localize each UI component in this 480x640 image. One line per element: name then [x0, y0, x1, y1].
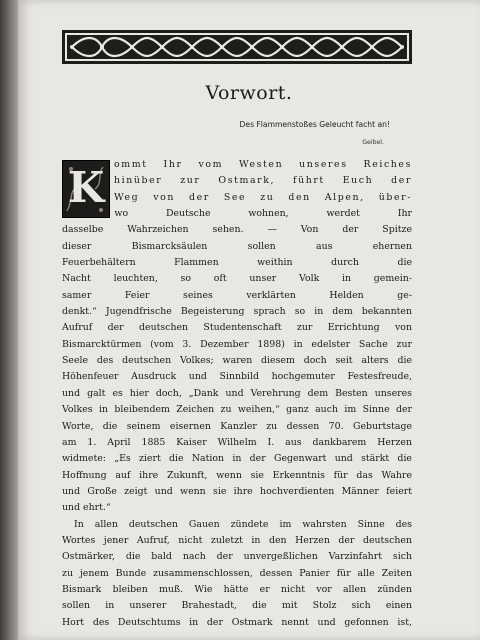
text-line: dasselbe Wahrzeichen sehen. — Von der Spitze: [62, 224, 412, 236]
text-line: Aufruf der deutschen Studentenschaft zur Errichtung von: [62, 322, 412, 334]
text-line: all, wo Deutsche wohnen, werdet Ihr: [62, 208, 412, 220]
text-line: sollen in unserer Brahestadt, die mit Stolz sich einen: [62, 600, 412, 612]
ornamental-header-border: [62, 30, 412, 64]
text-line: ommt Ihr vom Westen unseres Reiches: [114, 159, 412, 170]
text-line: Feuerbehältern Flammen weithin durch die: [62, 257, 412, 269]
text-line: Bismark bleiben muß. Wie hätte er nicht vor allen zünden: [62, 583, 412, 595]
text-line: am 1. April 1885 Kaiser Wilhelm I. aus dankbarem Herzen: [62, 436, 412, 448]
text-line: und ehrt.“: [62, 502, 111, 514]
text-line: Hoffnung auf ihre Zukunft, wenn sie Erkenntnis für das Wahre: [62, 469, 412, 481]
initial-letter: K: [67, 163, 105, 212]
book-page: [18, 0, 480, 640]
text-line: samer Feier seines verklärten Helden ge-: [62, 289, 412, 301]
text-line: Nacht leuchten, so oft unser Volk in gemein-: [62, 273, 412, 285]
text-line: Worte, die seinem eisernen Kanzler zu dessen 70. Geburtstage: [62, 420, 412, 432]
text-line: und Große zeigt und wenn sie ihre hochverdienten Männer feiert: [62, 485, 412, 497]
page-title: Vorwort.: [205, 82, 293, 104]
text-line: hinüber zur Ostmark, führt Euch der: [114, 175, 412, 187]
text-line: zu jenem Bunde zusammenschlossen, dessen Panier für alle Zeiten: [62, 567, 412, 579]
text-line: widmete: „Es ziert die Nation in der Gegenwart und stärkt die: [62, 453, 412, 465]
text-line: Volkes in bleibendem Zeichen zu weihen,“ ganz auch im Sinne der: [62, 404, 412, 416]
text-line: Hort des Deutschtums in der Ostmark nennt und gefonnen ist,: [62, 616, 412, 628]
preface-body: [62, 157, 412, 631]
epigraph: Des Flammenstoßes Geleucht facht an!: [239, 120, 390, 129]
text-line: Ostmärker, die bald nach der unvergeßlichen Varzinfahrt sich: [62, 551, 412, 563]
text-line: Seele des deutschen Volkes; waren diesem doch seit alters die: [62, 355, 412, 367]
text-line: Höhenfeuer Ausdruck und Sinnbild hochgemuter Festesfreude,: [62, 371, 412, 383]
epigraph-author: Geibel.: [362, 139, 384, 146]
text-line: denkt.“ Jugendfrische Begeisterung sprach so in dem bekannten: [62, 306, 412, 318]
text-line: In allen deutschen Gauen zündete im wahrsten Sinne des: [74, 518, 412, 530]
text-line: Bismarcktürmen (vom 3. Dezember 1898) in edelster Sache zur: [62, 338, 412, 350]
text-line: und galt es hier doch, „Dank und Verehrung dem Besten unseres: [62, 387, 412, 399]
text-line: dieser Bismarcksäulen sollen aus ehernen: [62, 240, 412, 252]
text-line: Weg von der See zu den Alpen, über-: [114, 191, 412, 203]
text-line: Wortes jener Aufruf, nicht zuletzt in den Herzen der deutschen: [62, 534, 412, 546]
